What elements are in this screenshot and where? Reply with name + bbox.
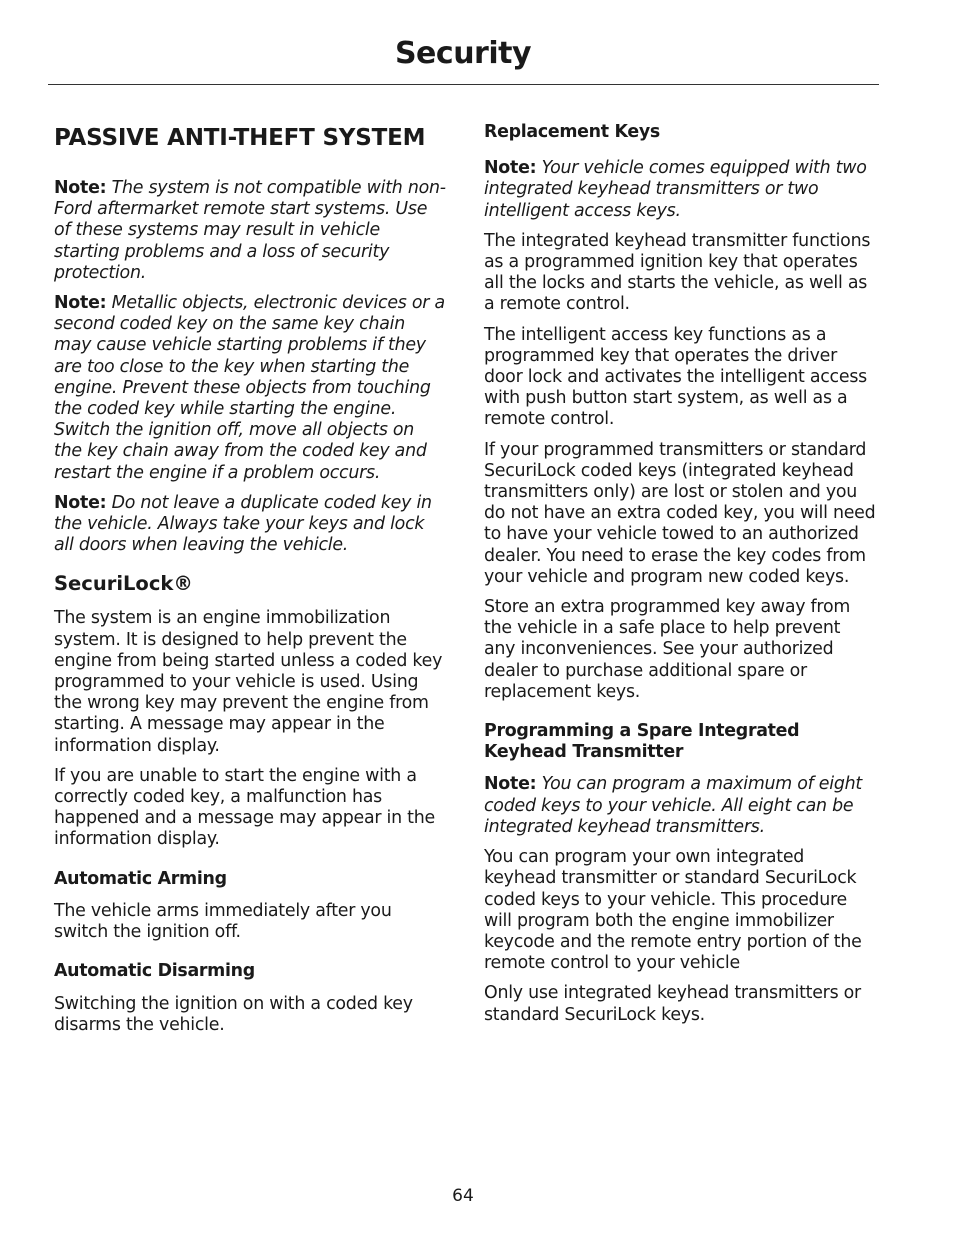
header-divider xyxy=(48,84,879,85)
note-paragraph xyxy=(54,493,446,557)
note-text: Do not leave a duplicate coded key in the vehicle. Always take your keys and lock all doors when leaving the vehicle. xyxy=(54,492,432,556)
body-paragraph: Only use integrated keyhead transmitters or standard SecuriLock keys. xyxy=(484,983,861,1025)
body-paragraph: Switching the ignition on with a coded key disarms the vehicle. xyxy=(54,993,413,1035)
left-column xyxy=(54,120,446,1045)
body-paragraph: If your programmed transmitters or standard SecuriLock coded keys (integrated keyhead transmitters only) are lost or stolen and you do not have an extra coded key, you will need to have your vehicle towed to an authorized dealer. You need to erase the key codes from your vehicle and program new coded keys. xyxy=(484,439,876,587)
note-label: Note: xyxy=(484,158,537,179)
body-paragraph: The integrated keyhead transmitter functions as a programmed ignition key that operates all the locks and starts the vehicle, as well as a remote control. xyxy=(484,230,871,315)
note-text: Your vehicle comes equipped with two integrated keyhead transmitters or two intelligent access keys. xyxy=(484,158,867,221)
note-text: The system is not compatible with non-Ford aftermarket remote start systems. Use of these systems may result in vehicle starting problems and a loss of security protection. xyxy=(54,178,446,283)
right-column xyxy=(484,122,876,1035)
note-paragraph xyxy=(484,158,876,222)
body-paragraph: The intelligent access key functions as a programmed key that operates the driver door lock and activates the intelligent access with push button start system, as well as a remote control. xyxy=(484,324,867,430)
body-paragraph: If you are unable to start the engine with a correctly coded key, a malfunction has happened and a message may appear in the information display. xyxy=(54,765,435,850)
body-paragraph: You can program your own integrated keyhead transmitter or standard SecuriLock coded keys to your vehicle. This procedure will program both the engine immobilizer keycode and the remote entry portion of the remote control to your vehicle xyxy=(484,847,862,974)
note-label: Note: xyxy=(54,178,107,198)
note-label: Note: xyxy=(54,293,107,314)
securilock-heading: SecuriLock® xyxy=(54,572,193,596)
note-text: You can program a maximum of eight coded keys to your vehicle. All eight can be integrated keyhead transmitters. xyxy=(484,774,862,837)
note-label: Note: xyxy=(54,492,107,513)
body-paragraph: The vehicle arms immediately after you switch the ignition off. xyxy=(54,900,392,943)
body-paragraph: Store an extra programmed key away from the vehicle in a safe place to help prevent any inconveniences. See your authorized dealer to purchase additional spare or replacement keys. xyxy=(484,597,851,702)
note-text: Metallic objects, electronic devices or a second coded key on the same key chain may cause vehicle starting problems if they are too close to the key when starting the engine. Prevent these objects from touching the coded key while starting the engine. Switch the ignition off, move all objects on the key chain away from the coded key and restart the engine if a problem occurs. xyxy=(54,293,445,483)
section-title: PASSIVE ANTI-THEFT SYSTEM xyxy=(54,125,426,151)
note-paragraph xyxy=(484,774,876,838)
replacement-keys-heading: Replacement Keys xyxy=(484,122,660,142)
note-paragraph xyxy=(54,178,446,284)
programming-heading: Programming a Spare Integrated Keyhead Transmitter xyxy=(484,721,800,763)
body-paragraph: The system is an engine immobilization system. It is designed to help prevent the engine from being started unless a coded key programmed to your vehicle is used. Using the wrong key may prevent the engine from starting. A message may appear in the information display. xyxy=(54,608,443,756)
note-label: Note: xyxy=(484,774,537,795)
page-title: Security xyxy=(394,36,532,71)
automatic-disarming-heading: Automatic Disarming xyxy=(54,961,255,982)
page-number: 64 xyxy=(452,1186,474,1206)
automatic-arming-heading: Automatic Arming xyxy=(54,868,227,889)
note-paragraph xyxy=(54,293,446,484)
